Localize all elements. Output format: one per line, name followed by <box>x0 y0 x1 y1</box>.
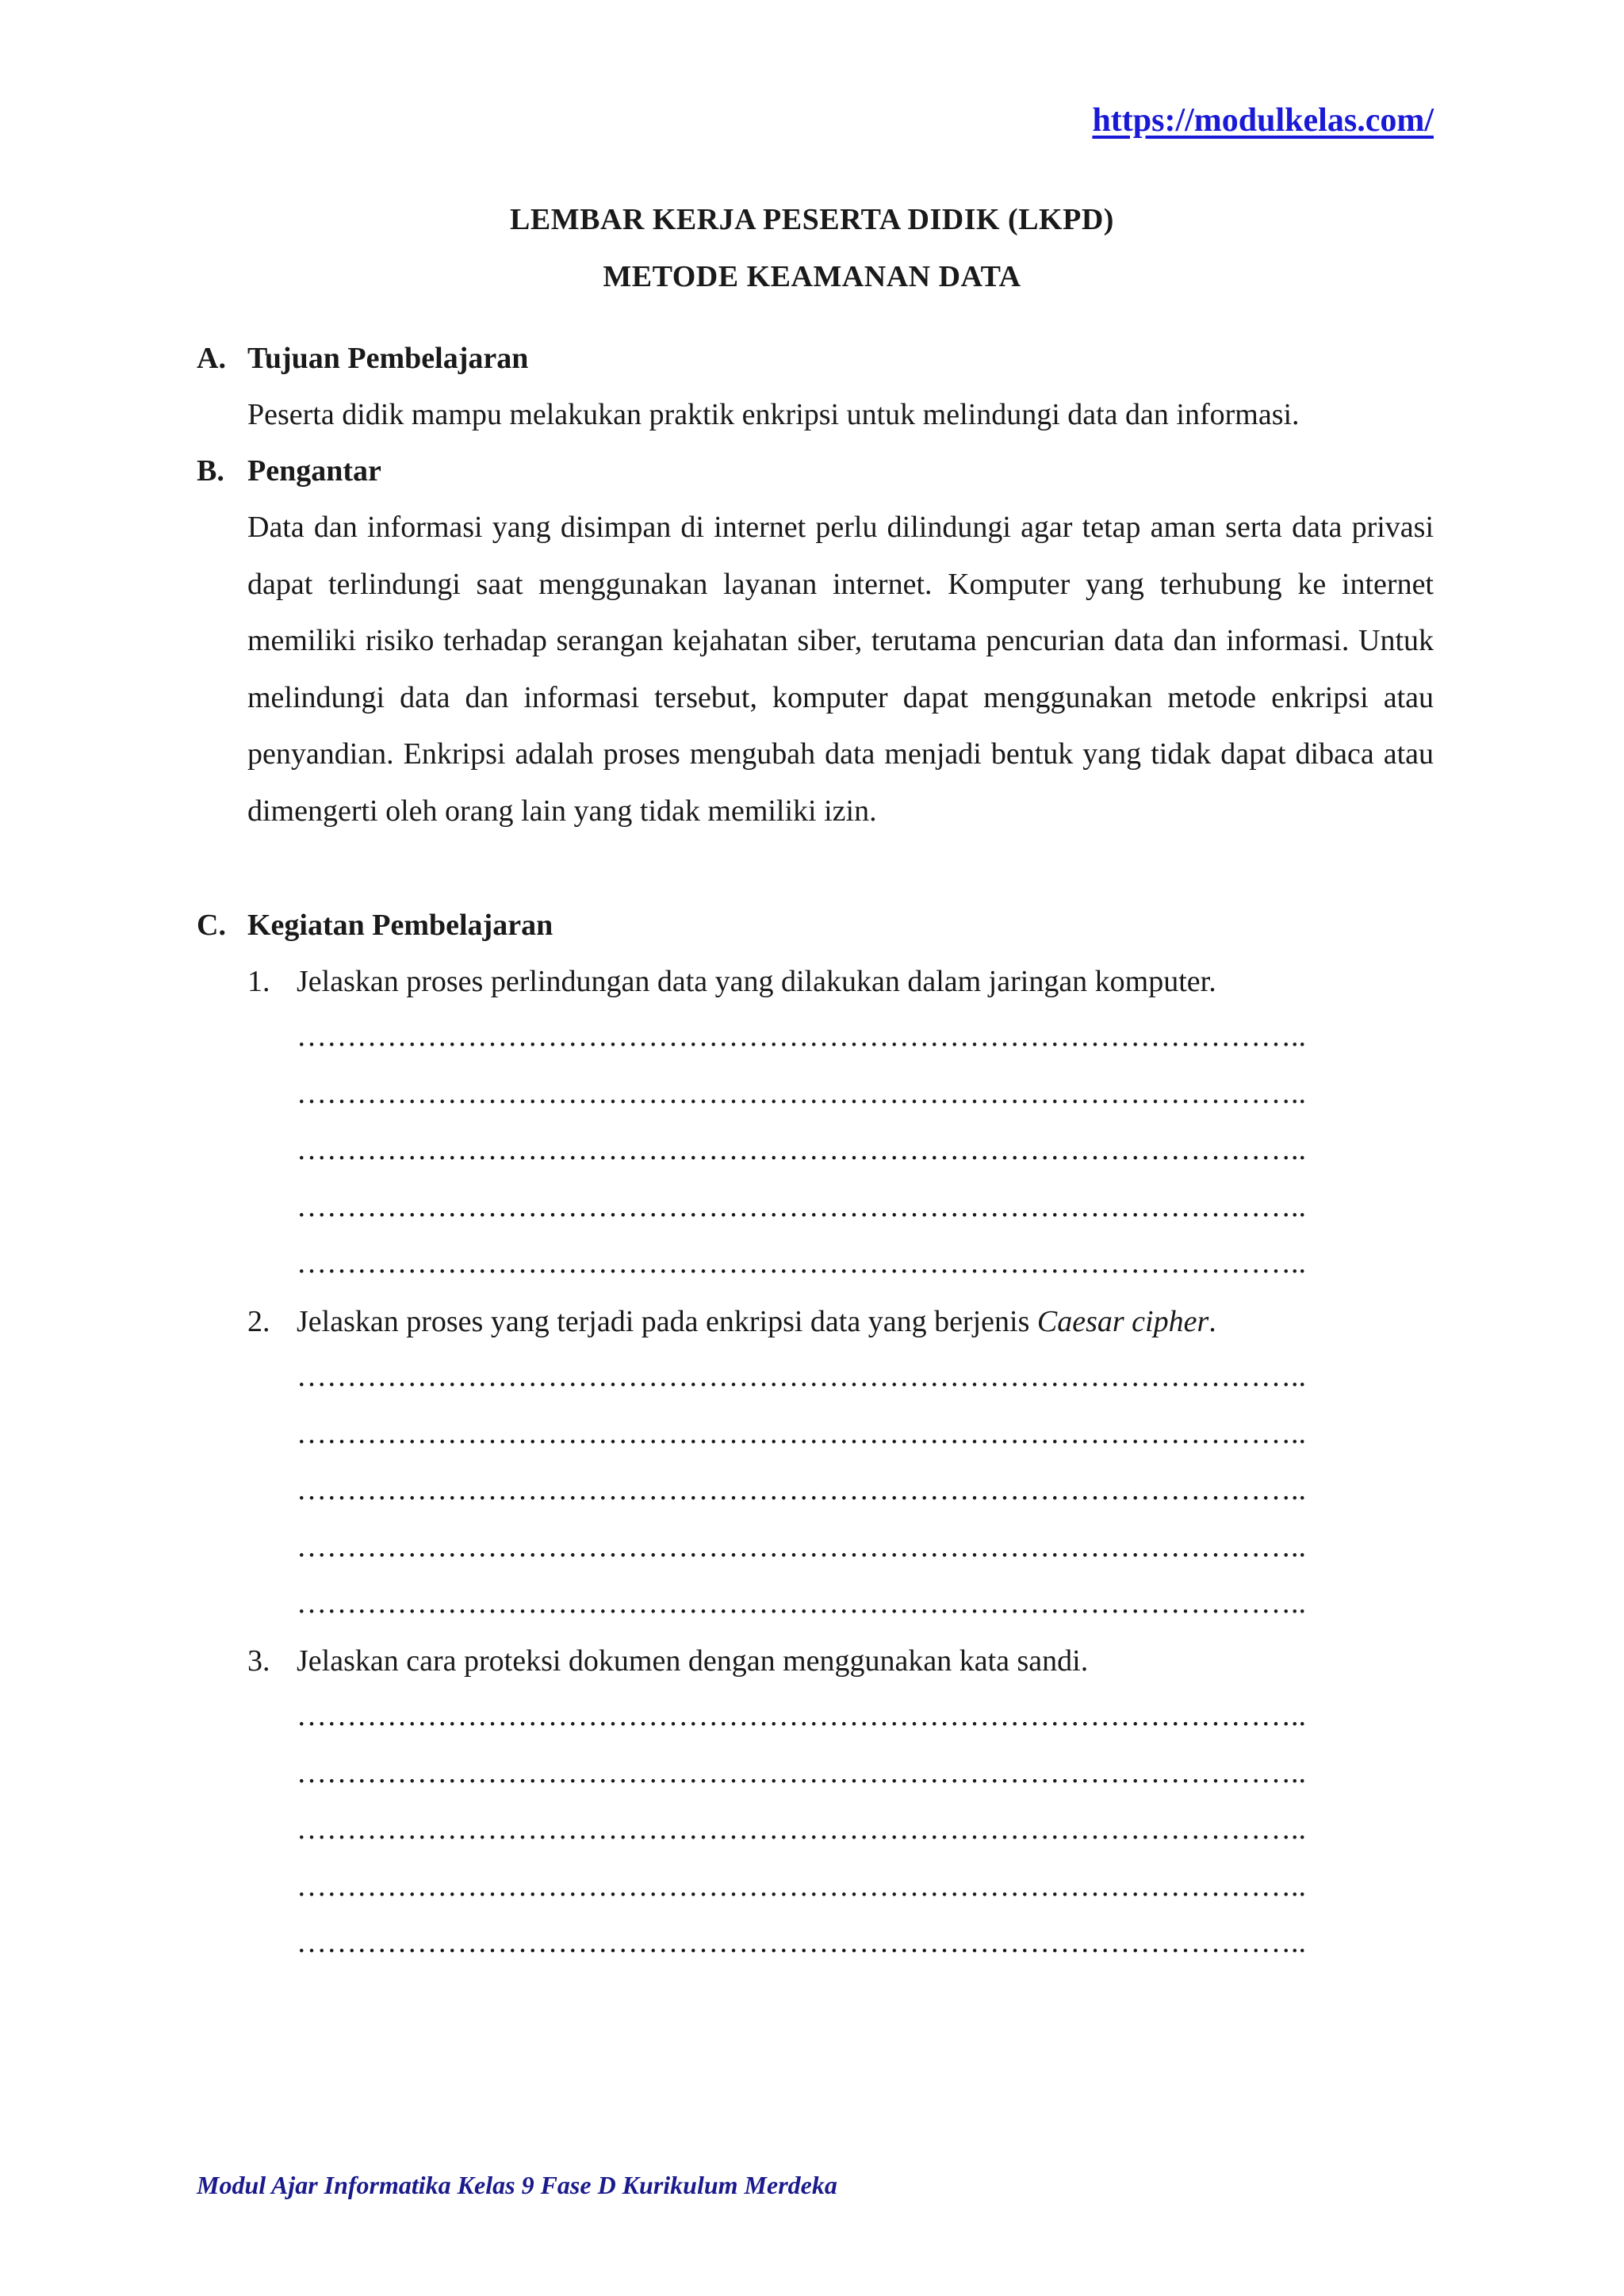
answer-line[interactable]: ……………………………………………………………………………………….. <box>297 1076 1306 1110</box>
section-c-letter: C. <box>197 909 226 942</box>
answer-line[interactable]: ……………………………………………………………………………………….. <box>297 1246 1306 1280</box>
section-a-text: Peserta didik mampu melakukan praktik enkripsi untuk melindungi data dan informasi. <box>247 398 1300 431</box>
question-1-text: Jelaskan proses perlindungan data yang dilakukan dalam jaringan komputer. <box>297 965 1216 998</box>
answer-line[interactable]: ……………………………………………………………………………………….. <box>297 1360 1306 1393</box>
section-b-letter: B. <box>197 454 224 488</box>
question-2-italic-term: Caesar cipher <box>1036 1305 1209 1338</box>
answer-line[interactable]: ……………………………………………………………………………………….. <box>297 1926 1306 1959</box>
answer-line[interactable]: ……………………………………………………………………………………….. <box>297 1586 1306 1620</box>
section-c-title: Kegiatan Pembelajaran <box>247 909 553 942</box>
answer-line[interactable]: ……………………………………………………………………………………….. <box>297 1755 1306 1789</box>
answer-line[interactable]: ……………………………………………………………………………………….. <box>297 1189 1306 1223</box>
question-2-number: 2. <box>247 1305 270 1338</box>
page-footer: Modul Ajar Informatika Kelas 9 Fase D Kurikulum Merdeka <box>197 2171 837 2199</box>
answer-line[interactable]: ……………………………………………………………………………………….. <box>297 1869 1306 1903</box>
answer-line[interactable]: ……………………………………………………………………………………….. <box>297 1133 1306 1166</box>
question-2-text: Jelaskan proses yang terjadi pada enkripsi data yang berjenis <box>297 1305 1037 1338</box>
section-b-title: Pengantar <box>247 454 381 488</box>
question-2 <box>247 1304 1216 1339</box>
section-b-heading <box>197 453 381 488</box>
question-3-text: Jelaskan cara proteksi dokumen dengan menggunakan kata sandi. <box>297 1644 1089 1678</box>
section-a-heading <box>197 341 528 376</box>
worksheet-subtitle: METODE KEAMANAN DATA <box>603 260 1021 293</box>
answer-line[interactable]: ……………………………………………………………………………………….. <box>297 1699 1306 1732</box>
question-1 <box>247 964 1216 999</box>
question-3-number: 3. <box>247 1644 270 1678</box>
answer-area-1[interactable] <box>297 1008 1434 1292</box>
answer-area-2[interactable] <box>297 1349 1434 1632</box>
answer-area-3[interactable] <box>297 1688 1434 1972</box>
answer-line[interactable]: ……………………………………………………………………………………….. <box>297 1020 1306 1053</box>
answer-line[interactable]: ……………………………………………………………………………………….. <box>297 1473 1306 1506</box>
question-3 <box>247 1644 1088 1678</box>
answer-line[interactable]: ……………………………………………………………………………………….. <box>297 1812 1306 1846</box>
question-2-text-end: . <box>1208 1305 1216 1338</box>
answer-line[interactable]: ……………………………………………………………………………………….. <box>297 1529 1306 1563</box>
section-a-title: Tujuan Pembelajaran <box>247 342 529 375</box>
section-c-heading <box>197 908 553 943</box>
question-1-number: 1. <box>247 965 270 998</box>
section-a-letter: A. <box>197 342 226 375</box>
website-link[interactable]: https://modulkelas.com/ <box>1092 102 1434 139</box>
worksheet-title: LEMBAR KERJA PESERTA DIDIK (LKPD) <box>510 203 1114 236</box>
section-b-paragraph: Data dan informasi yang disimpan di internet perlu dilindungi agar tetap aman serta data privasi dapat terlindungi saat menggunakan layanan internet. Komputer yang terhubung ke internet memiliki risiko terhadap serangan kejahatan siber, terutama pencurian data dan informasi. Untuk melindungi data dan informasi tersebut, komputer dapat menggunakan metode enkripsi atau penyandian. Enkripsi adalah proses mengubah data menjadi bentuk yang tidak dapat dibaca atau dimengerti oleh orang lain yang tidak memiliki izin. <box>247 511 1434 828</box>
answer-line[interactable]: ……………………………………………………………………………………….. <box>297 1416 1306 1450</box>
